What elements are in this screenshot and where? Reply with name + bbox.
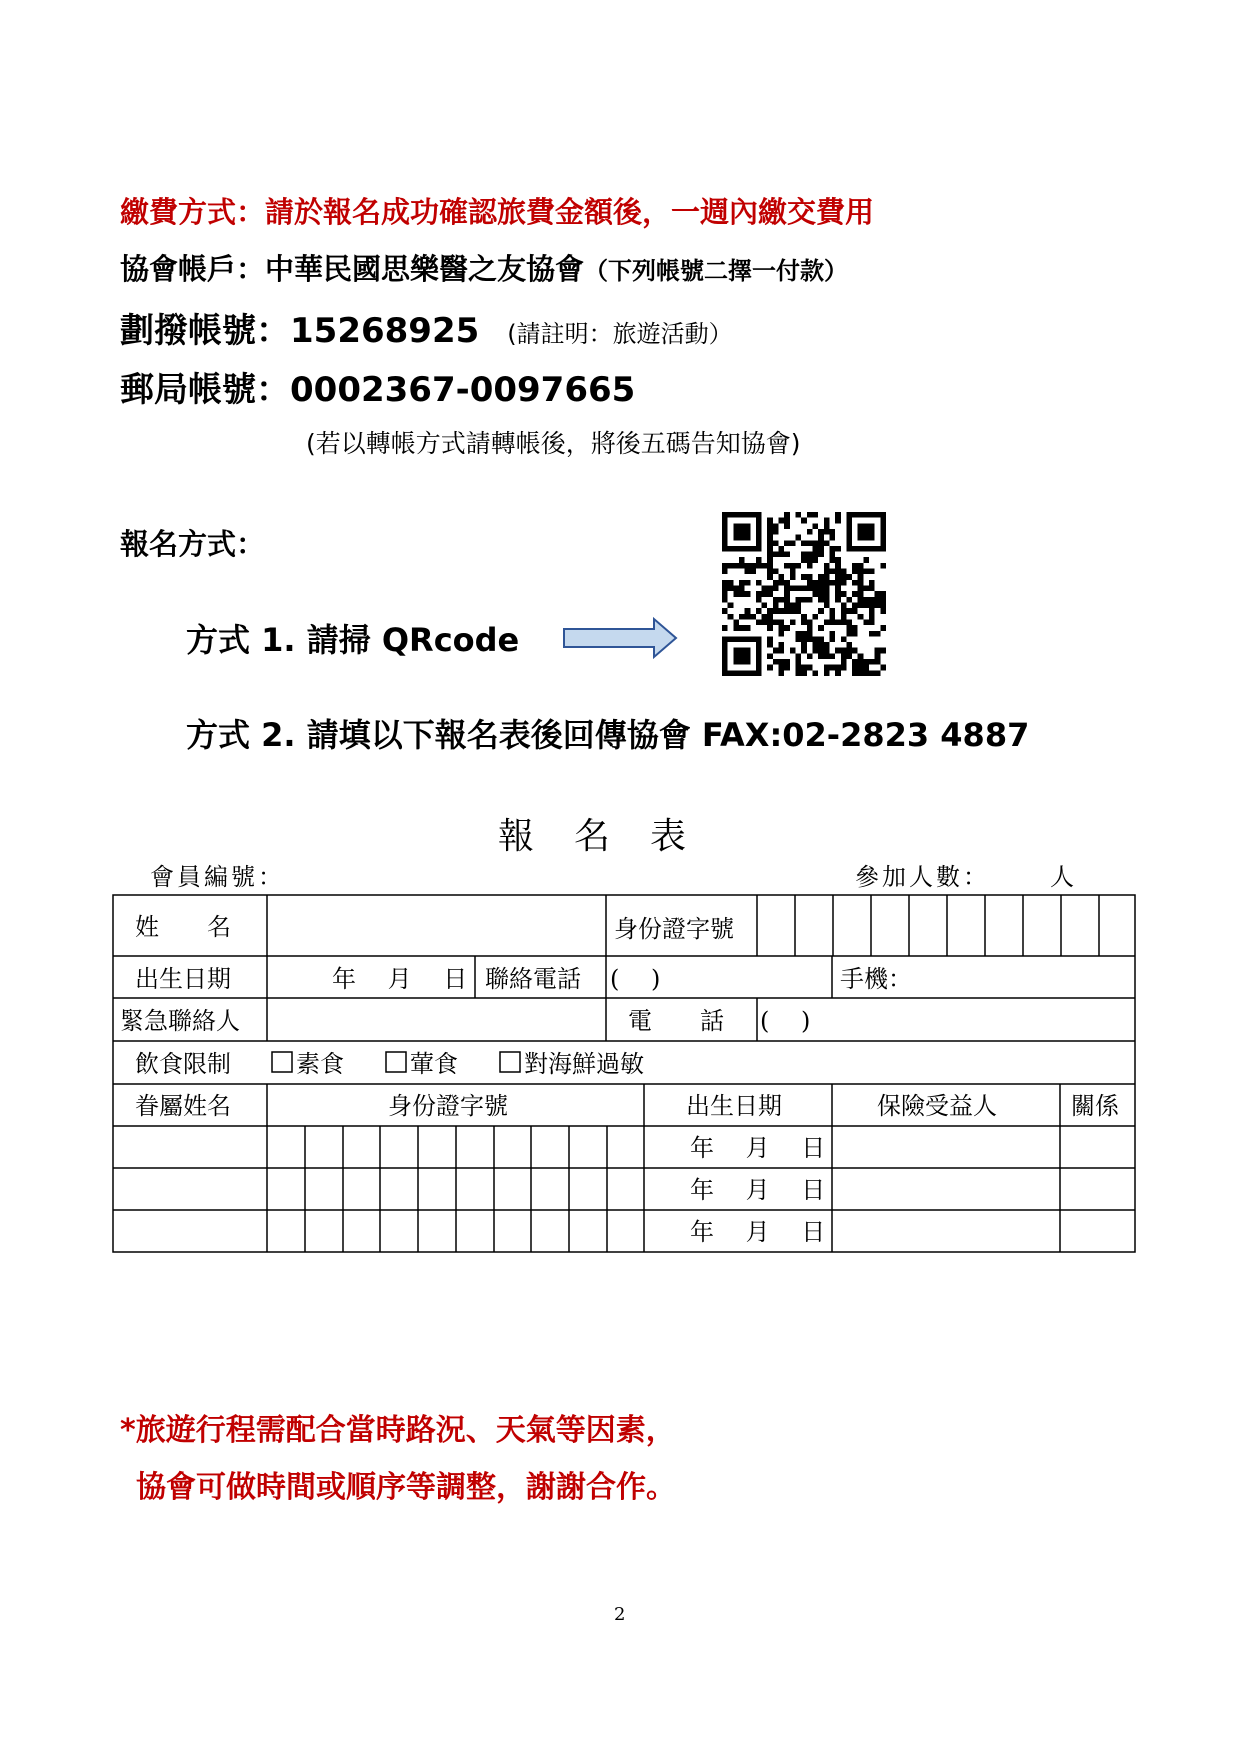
payment-method-text: 請於報名成功確認旅費金額後，一週內繳交費用 <box>265 195 875 229</box>
member-number-label: 會員編號： <box>150 863 285 891</box>
form-title: 報名表 <box>498 816 727 857</box>
emergency-contact-label: 緊急聯絡人 <box>120 1007 240 1035</box>
diet-label: 飲食限制 <box>135 1050 231 1078</box>
diet-option-vegetarian: 素食 <box>296 1050 344 1078</box>
notice-line-1: *旅遊行程需配合當時路況、天氣等因素， <box>120 1413 676 1448</box>
diet-checkbox-seafood-allergy[interactable] <box>500 1052 520 1072</box>
post-label: 郵局帳號： <box>120 370 290 410</box>
beneficiary-header: 保險受益人 <box>877 1092 997 1120</box>
phone-paren: ( ) <box>760 1007 811 1035</box>
payment-method-label: 繳費方式： <box>120 195 266 229</box>
family-row-3-birth: 年 月 日 <box>690 1218 826 1246</box>
birth-date-label: 出生日期 <box>135 965 231 993</box>
diet-checkbox-meat[interactable] <box>386 1052 406 1072</box>
family-row-2-birth: 年 月 日 <box>690 1176 826 1204</box>
contact-phone-paren: ( ) <box>610 965 661 993</box>
contact-phone-label: 聯絡電話 <box>485 965 581 993</box>
page-number: 2 <box>614 1604 626 1625</box>
relationship-header: 關係 <box>1071 1092 1119 1120</box>
participants-label: 參加人數： <box>855 863 990 891</box>
registration-method-2: 方式 2. 請填以下報名表後回傳協會 FAX:02-2823 4887 <box>186 716 1030 754</box>
family-name-header: 眷屬姓名 <box>135 1092 231 1120</box>
account-name: 中華民國思樂醫之友協會 <box>265 252 585 286</box>
diet-option-meat: 葷食 <box>410 1050 458 1078</box>
family-birth-header: 出生日期 <box>686 1092 782 1120</box>
account-note: （下列帳號二擇一付款） <box>584 257 849 285</box>
transfer-note: (請註明：旅遊活動） <box>507 320 733 348</box>
participants-unit: 人 <box>1050 863 1074 891</box>
post-number: 0002367-0097665 <box>290 370 636 410</box>
notice-line-2: 協會可做時間或順序等調整，謝謝合作。 <box>136 1470 676 1505</box>
transfer-number: 15268925 <box>290 311 480 351</box>
phone-label: 電 話 <box>628 1007 724 1035</box>
birth-date-ymd: 年 月 日 <box>332 965 468 993</box>
registration-label: 報名方式： <box>120 527 266 561</box>
transfer-hint: (若以轉帳方式請轉帳後，將後五碼告知協會) <box>306 429 801 458</box>
mobile-label: 手機： <box>840 965 912 993</box>
diet-option-seafood-allergy: 對海鮮過敏 <box>524 1050 644 1078</box>
name-label: 姓 名 <box>135 913 231 941</box>
registration-method-1: 方式 1. 請掃 QRcode <box>186 621 520 659</box>
transfer-label: 劃撥帳號： <box>120 311 290 351</box>
id-number-label: 身份證字號 <box>614 915 734 943</box>
family-row-1-birth: 年 月 日 <box>690 1134 826 1162</box>
account-label: 協會帳戶： <box>120 252 266 286</box>
family-id-header: 身份證字號 <box>388 1092 508 1120</box>
diet-checkbox-vegetarian[interactable] <box>272 1052 292 1072</box>
